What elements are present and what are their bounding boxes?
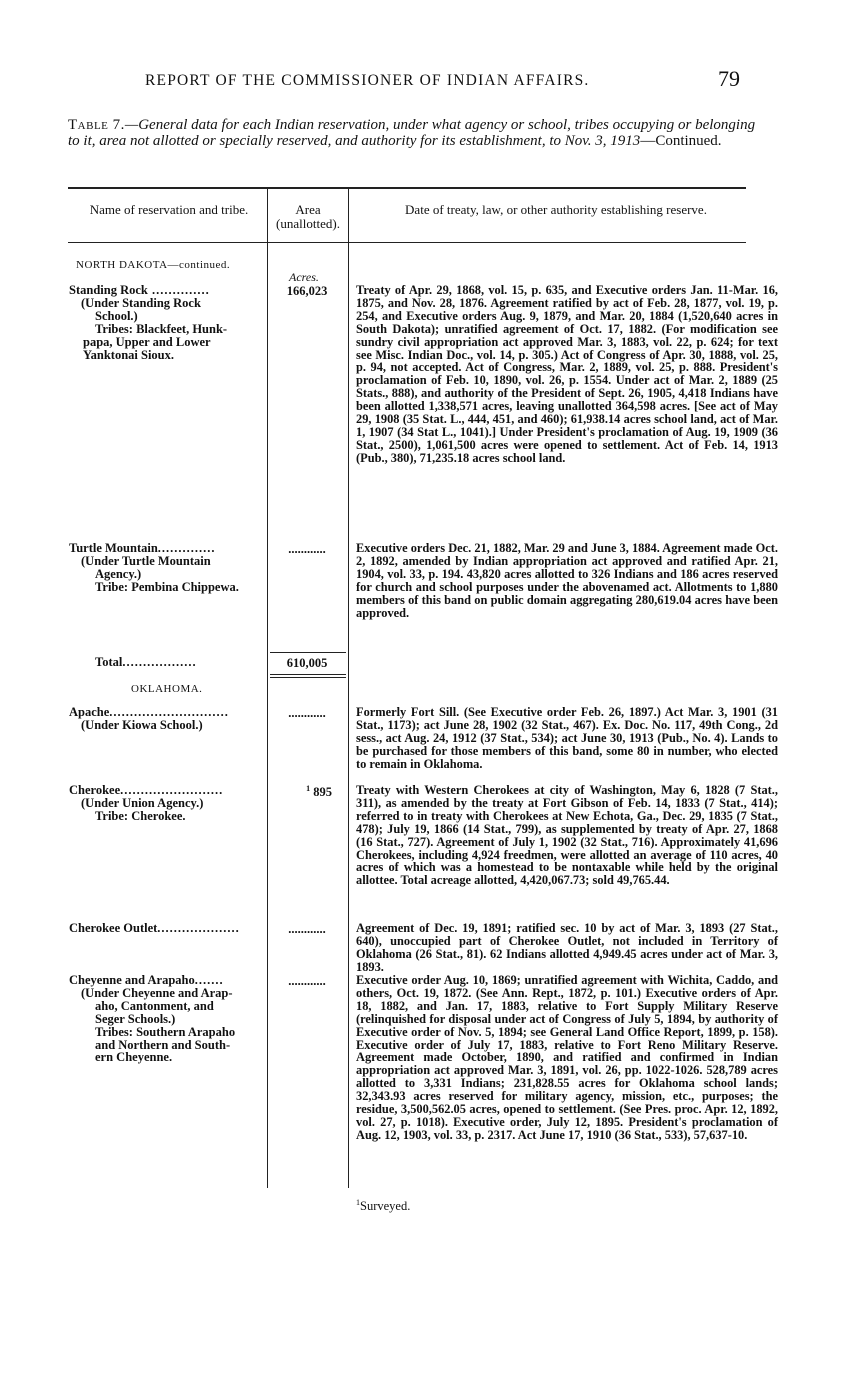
area-standing-rock: 166,023 <box>286 284 328 298</box>
footnote-marker: 1 <box>306 784 311 793</box>
column-header-authority: Date of treaty, law, or other authority establishing reserve. <box>405 202 707 217</box>
total-double-rule-1 <box>270 674 346 675</box>
reservation-name: Cheyenne and Arapaho <box>69 974 195 987</box>
reservation-name: Cherokee Outlet <box>69 922 158 935</box>
authority-cherokee: Treaty with Western Cherokees at city of Washington, May 6, 1828 (7 Stat., 311), as amended by the treaty at Fort Gibson of Feb. 14, 1833 (7 Stat., 414); referred to in treaty with Cherokees at New Echota, Ga., Dec. 29, 1835 (7 Stat., 478); July 19, 1866 (14 Stat., 799), as supplemented by treaty of Apr. 27, 1868 (16 Stat., 727). Agreement of July 1, 1902 (32 Stat., 716). Approximately 41,696 Cherokees, including 4,924 freedmen, were allotted an average of 110 acres, 40 acres of which was a homestead to be nontaxable while held by the original allottee. Total acreage allotted, 4,420,067.73; sold 49,765.44. <box>356 783 778 888</box>
area-value: 895 <box>313 785 332 800</box>
reservation-name: Cherokee <box>69 784 121 797</box>
column-divider-2 <box>348 188 349 1188</box>
agency-line: aho, Cantonment, and <box>95 999 214 1013</box>
row-cherokee-outlet-name: Cherokee Outlet.................... <box>69 922 240 935</box>
area-units-label: Acres. <box>289 270 319 284</box>
agency-line: (Under Turtle Mountain <box>81 554 211 568</box>
row-cheyenne-arapaho-name: Cheyenne and Arapaho....... (Under Cheyenne and Arap- aho, Cantonment, and Seger Schools.) Tribes: Southern Arapaho and Northern and South- ern Cheyenne. <box>69 974 265 1064</box>
reservation-name: Turtle Mountain <box>69 542 158 555</box>
column-header-name: Name of reservation and tribe. <box>89 202 249 217</box>
footnote-marker: 1 <box>356 1198 360 1207</box>
table-caption <box>68 117 758 149</box>
agency-line: Agency.) <box>95 567 142 581</box>
authority-cherokee-outlet: Agreement of Dec. 19, 1891; ratified sec. 10 by act of Mar. 3, 1893 (27 Stat., 640), unoccupied part of Cherokee Outlet, not included in Territory of Oklahoma (26 Stat., 81). 62 Indians allotted 4,949.45 acres under act of Mar. 3, 1893. <box>356 921 778 974</box>
page-number: 79 <box>718 66 740 91</box>
area-total: 610,005 <box>286 656 328 670</box>
section-heading-north-dakota: NORTH DAKOTA—continued. <box>76 259 231 271</box>
area-dots: ............ <box>288 542 326 556</box>
agency-line: School.) <box>95 309 138 323</box>
row-standing-rock-name: Standing Rock .............. (Under Standing Rock School.) Tribes: Blackfeet, Hunk- papa, Upper and Lower Yanktonai Sioux. <box>69 284 265 361</box>
total-label: Total <box>95 656 123 669</box>
tribes-line: Tribe: Pembina Chippewa. <box>95 580 239 594</box>
tribes-line: Tribes: Southern Arapaho <box>95 1025 236 1039</box>
tribes-line: papa, Upper and Lower <box>83 335 211 349</box>
table-top-rule <box>68 187 746 189</box>
section-heading-oklahoma: OKLAHOMA. <box>131 683 203 695</box>
agency-line: (Under Union Agency.) <box>81 796 204 810</box>
footnote <box>356 1198 410 1214</box>
column-header-area: Area (unallotted). <box>276 202 340 231</box>
row-apache-name: Apache............................. (Under Kiowa School.) <box>69 706 265 732</box>
authority-apache: Formerly Fort Sill. (See Executive order Feb. 26, 1897.) Act Mar. 3, 1901 (31 Stat., 1173); act June 28, 1902 (32 Stat., 467). Ex. Doc. No. 117, 49th Cong., 2d sess., act Aug. 24, 1912 (37 Stat., 534); act June 30, 1913 (Pub., No. 4). Lands to be purchased for those members of this band, some 80 in number, who elected to remain in Oklahoma. <box>356 705 778 771</box>
area-dots: ............ <box>288 922 326 936</box>
agency-line: (Under Standing Rock <box>81 296 201 310</box>
authority-turtle-mountain: Executive orders Dec. 21, 1882, Mar. 29 and June 3, 1884. Agreement made Oct. 2, 1892, amended by Indian appropriation act approved and ratified Apr. 21, 1904, vol. 33, p. 194. 43,820 acres allotted to 326 Indians and 186 acres reserved for church and school purposes under the abovenamed act. Allotments to 1,880 members of this band on public domain aggregating 280,619.04 acres have been approved. <box>356 541 778 620</box>
tribes-line: and Northern and South- <box>95 1038 231 1052</box>
table-label: Table 7. <box>68 117 125 133</box>
reservation-name: Standing Rock <box>69 284 148 297</box>
total-double-rule-2 <box>270 677 346 678</box>
reservation-name: Apache <box>69 706 110 719</box>
tribes-line: Yanktonai Sioux. <box>83 348 175 362</box>
authority-cheyenne-arapaho: Executive order Aug. 10, 1869; unratified agreement with Wichita, Caddo, and others, Oct. 19, 1872. (See Ann. Rept., 1872, p. 101.) Executive orders of Apr. 18, 1882, and Jan. 17, 1883, relative to Fort Supply Military Reserve (relinquished for disposal under act of Congress of July 5, 1894, by authority of Executive order of Nov. 5, 1894; see General Land Office Report, 1899, p. 158). Executive order of July 17, 1883, relative to Fort Reno Military Reserve. Agreement made October, 1890, and ratified and confirmed in Indian appropriation act approved Mar. 3, 1891, vol. 26, pp. 1022-1026. 528,789 acres allotted to 3,331 Indians; 231,828.55 acres for Oklahoma school lands; 32,343.93 acres reserved for military agency, mission, etc., purposes; the residue, 3,500,562.05 acres, opened to settlement. (See Pres. proc. Apr. 12, 1892, vol. 27, p. 1018). Executive order, July 12, 1895. President's proclamation of Aug. 12, 1903, vol. 33, p. 2317. Act June 17, 1910 (36 Stat., 533), 57,637-10. <box>356 973 778 1142</box>
area-cherokee <box>272 784 332 800</box>
header-bottom-rule <box>68 242 746 243</box>
tribes-line: Tribe: Cherokee. <box>95 809 186 823</box>
area-dots: ............ <box>288 706 326 720</box>
row-turtle-mountain-name: Turtle Mountain.............. (Under Turtle Mountain Agency.) Tribe: Pembina Chippewa. <box>69 542 265 594</box>
row-cherokee-name: Cherokee......................... (Under Union Agency.) Tribe: Cherokee. <box>69 784 265 823</box>
running-header: REPORT OF THE COMMISSIONER OF INDIAN AFFAIRS. <box>145 72 590 89</box>
row-total-name: Total.................. <box>95 656 197 669</box>
tribes-line: ern Cheyenne. <box>95 1051 173 1065</box>
total-top-rule <box>270 652 346 653</box>
column-divider-1 <box>267 188 268 1188</box>
agency-line: (Under Kiowa School.) <box>81 718 203 732</box>
footnote-text: Surveyed. <box>360 1199 411 1214</box>
caption-text: —General data for each Indian reservation, under what agency or school, tribes occupying or belonging to it, area not allotted or specially reserved, and authority for its establishment, to Nov. 3, 1913 <box>68 117 756 149</box>
agency-line: (Under Cheyenne and Arap- <box>81 986 233 1000</box>
authority-standing-rock: Treaty of Apr. 29, 1868, vol. 15, p. 635, and Executive orders Jan. 11-Mar. 16, 1875, and Nov. 28, 1876. Agreement ratified by act of Feb. 28, 1877, vol. 19, p. 254, and Executive orders Aug. 9, 1879, and Mar. 20, 1884 (1,520,640 acres in South Dakota); unratified agreement of Oct. 17, 1882. (For modification see sundry civil appropriation act approved Mar. 3, 1883, vol. 22, p. 624; for text see Misc. Indian Doc., vol. 14, p. 305.) Act of Congress of Apr. 30, 1888, vol. 25, p. 94, not accepted. Act of Congress, Mar. 2, 1889, vol. 25, p. 888. President's proclamation of Feb. 10, 1890, vol. 26, p. 1554. Under act of Mar. 2, 1889 (25 Stats., 888), and authority of the President of Sept. 26, 1905, 4,418 Indians have been allotted 1,338,571 acres, leaving unallotted 364,598 acres. [See act of May 29, 1908 (35 Stat. L., 444, 451, and 460); 61,938.14 acres school land, act of Mar. 1, 1907 (34 Stat L., 1041).] Under President's proclamation of Aug. 19, 1909 (36 Stat., 2500), 1,061,500 acres were opened to settlement. Act of Feb. 14, 1913 (Pub., 380), 71,235.18 acres school land. <box>356 283 778 465</box>
area-dots: ............ <box>288 974 326 988</box>
caption-suffix: —Continued. <box>640 133 722 149</box>
tribes-line: Tribes: Blackfeet, Hunk- <box>95 322 228 336</box>
agency-line: Seger Schools.) <box>95 1012 176 1026</box>
